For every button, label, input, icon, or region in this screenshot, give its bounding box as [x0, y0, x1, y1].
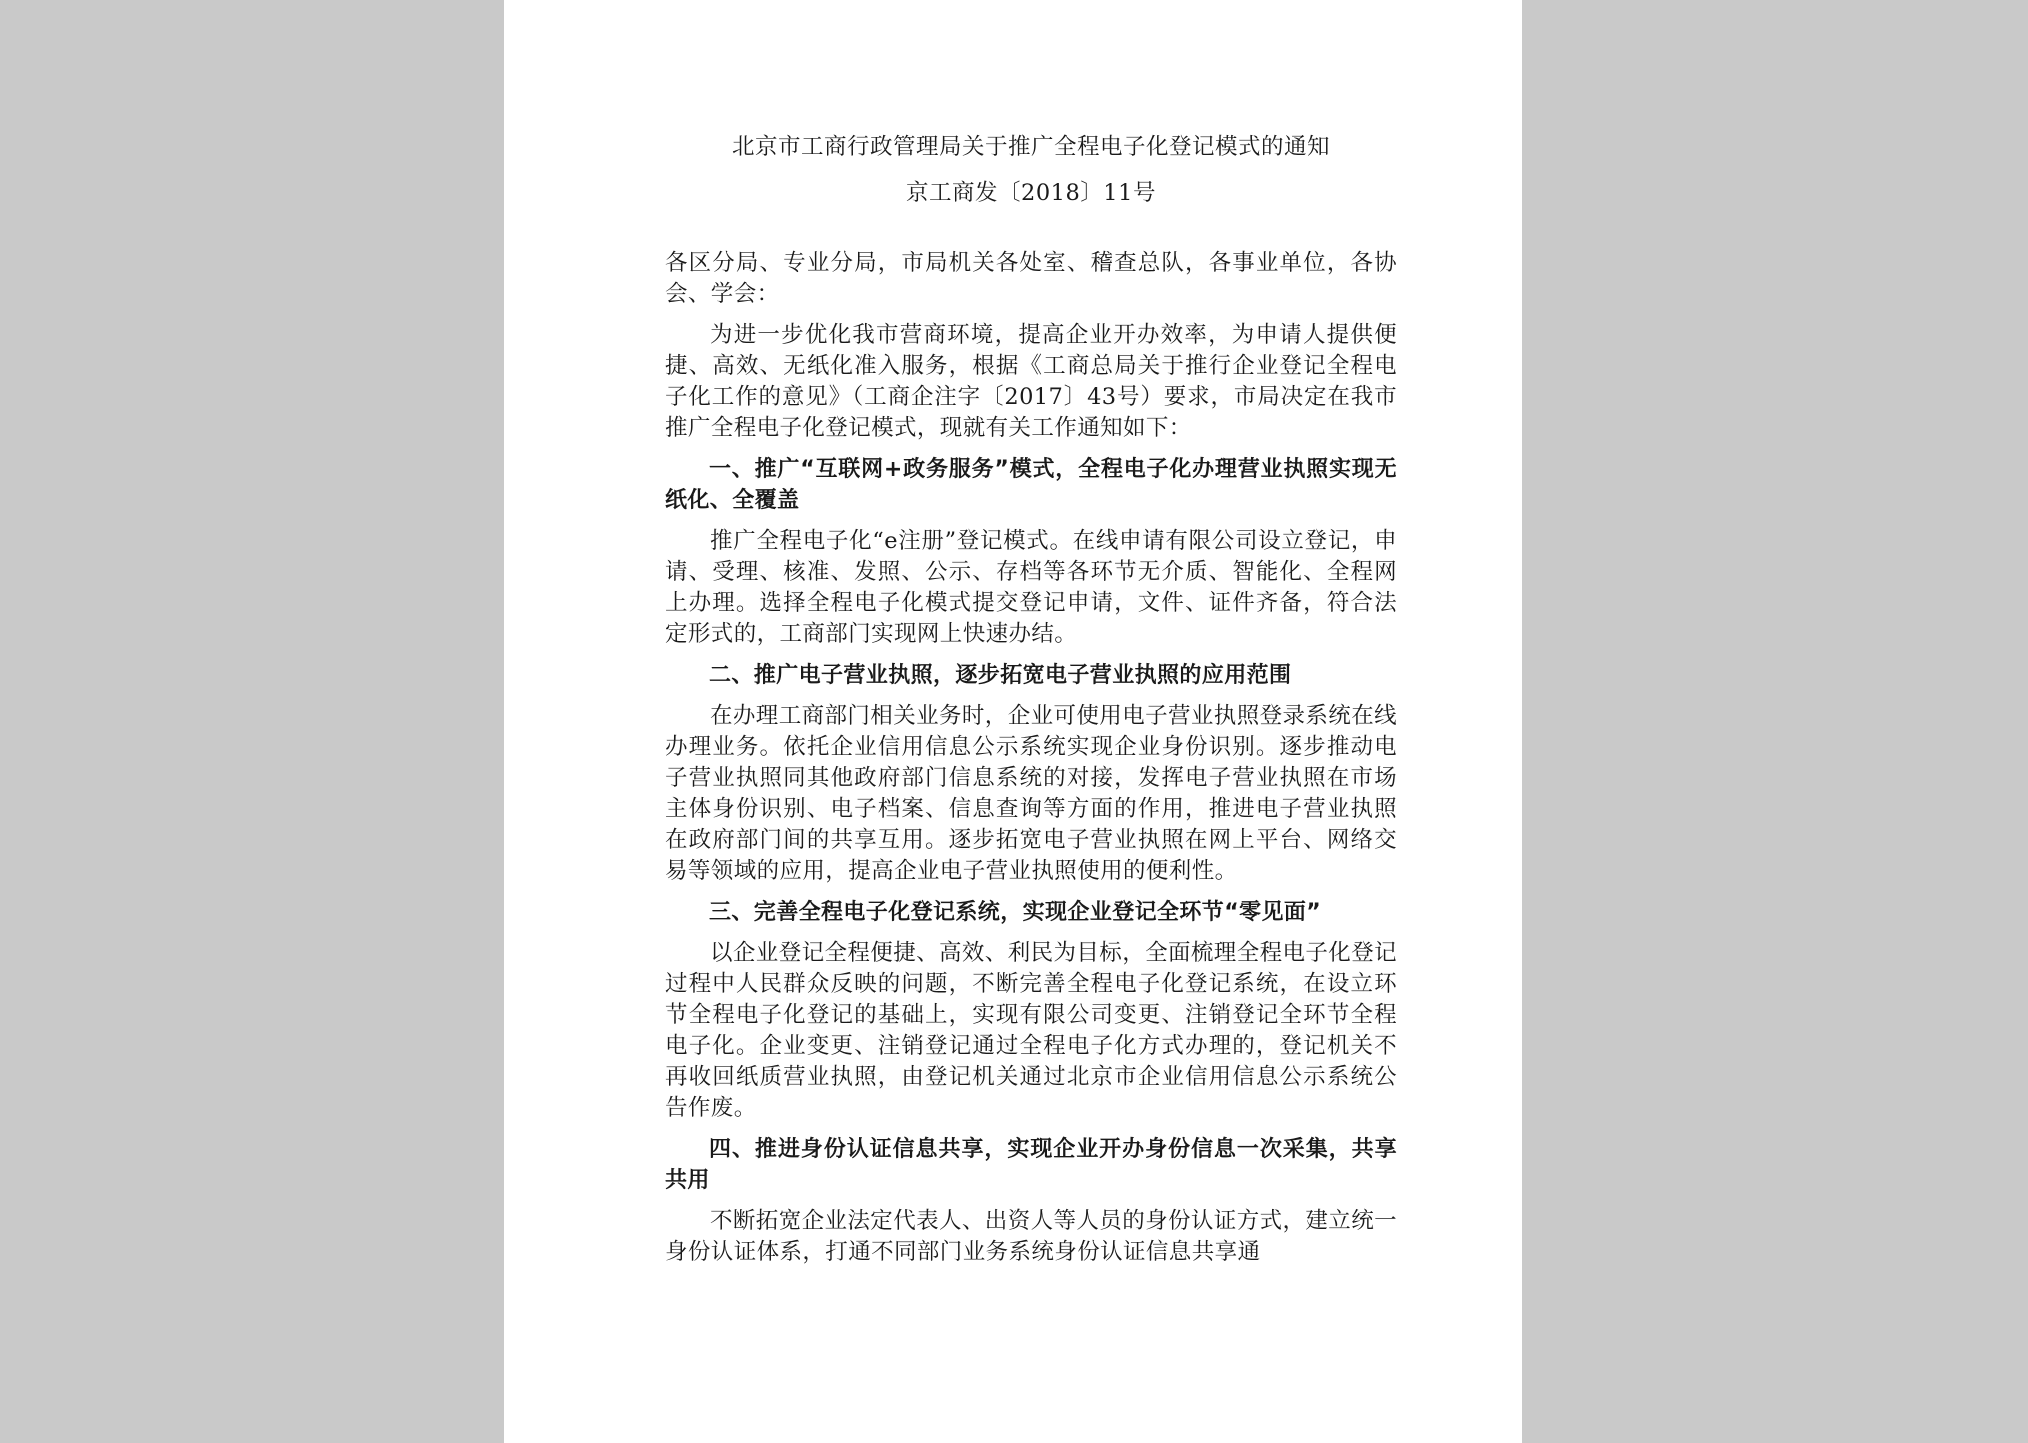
- section-heading-1: 一、推广“互联网+政务服务”模式，全程电子化办理营业执照实现无纸化、全覆盖: [665, 457, 1397, 513]
- document-content: [665, 130, 1397, 1278]
- section-body-4: 不断拓宽企业法定代表人、出资人等人员的身份认证方式，建立统一身份认证体系，打通不同部门业务系统身份认证信息共享通: [665, 1208, 1398, 1265]
- document-page: [504, 0, 1522, 1443]
- section-heading-3: 三、完善全程电子化登记系统，实现企业登记全环节“零见面”: [709, 900, 1322, 925]
- salutation: 各区分局、专业分局，市局机关各处室、稽查总队，各事业单位，各协会、学会：: [665, 250, 1397, 307]
- section-heading-4: 四、推进身份认证信息共享，实现企业开办身份信息一次采集，共享共用: [665, 1137, 1397, 1193]
- section-body-1: 推广全程电子化“e注册”登记模式。在线申请有限公司设立登记，申请、受理、核准、发照、公示、存档等各环节无介质、智能化、全程网上办理。选择全程电子化模式提交登记申请，文件、证件齐备，符合法定形式的，工商部门实现网上快速办结。: [665, 528, 1397, 647]
- section-body-2: 在办理工商部门相关业务时，企业可使用电子营业执照登录系统在线办理业务。依托企业信用信息公示系统实现企业身份识别。逐步推动电子营业执照同其他政府部门信息系统的对接，发挥电子营业执照在市场主体身份识别、电子档案、信息查询等方面的作用，推进电子营业执照在政府部门间的共享互用。逐步拓宽电子营业执照在网上平台、网络交易等领域的应用，提高企业电子营业执照使用的便利性。: [665, 703, 1398, 884]
- intro-paragraph: 为进一步优化我市营商环境，提高企业开办效率，为申请人提供便捷、高效、无纸化准入服务，根据《工商总局关于推行企业登记全程电子化工作的意见》（工商企注字〔2017〕43号）要求，市局决定在我市推广全程电子化登记模式，现就有关工作通知如下：: [665, 322, 1397, 441]
- document-number: 京工商发〔2018〕11号: [906, 180, 1156, 206]
- section-heading-2: 二、推广电子营业执照，逐步拓宽电子营业执照的应用范围: [709, 663, 1292, 688]
- document-title: 北京市工商行政管理局关于推广全程电子化登记模式的通知: [731, 134, 1330, 160]
- section-body-3: 以企业登记全程便捷、高效、利民为目标，全面梳理全程电子化登记过程中人民群众反映的问题，不断完善全程电子化登记系统，在设立环节全程电子化登记的基础上，实现有限公司变更、注销登记全环节全程电子化。企业变更、注销登记通过全程电子化方式办理的，登记机关不再收回纸质营业执照，由登记机关通过北京市企业信用信息公示系统公告作废。: [665, 940, 1398, 1121]
